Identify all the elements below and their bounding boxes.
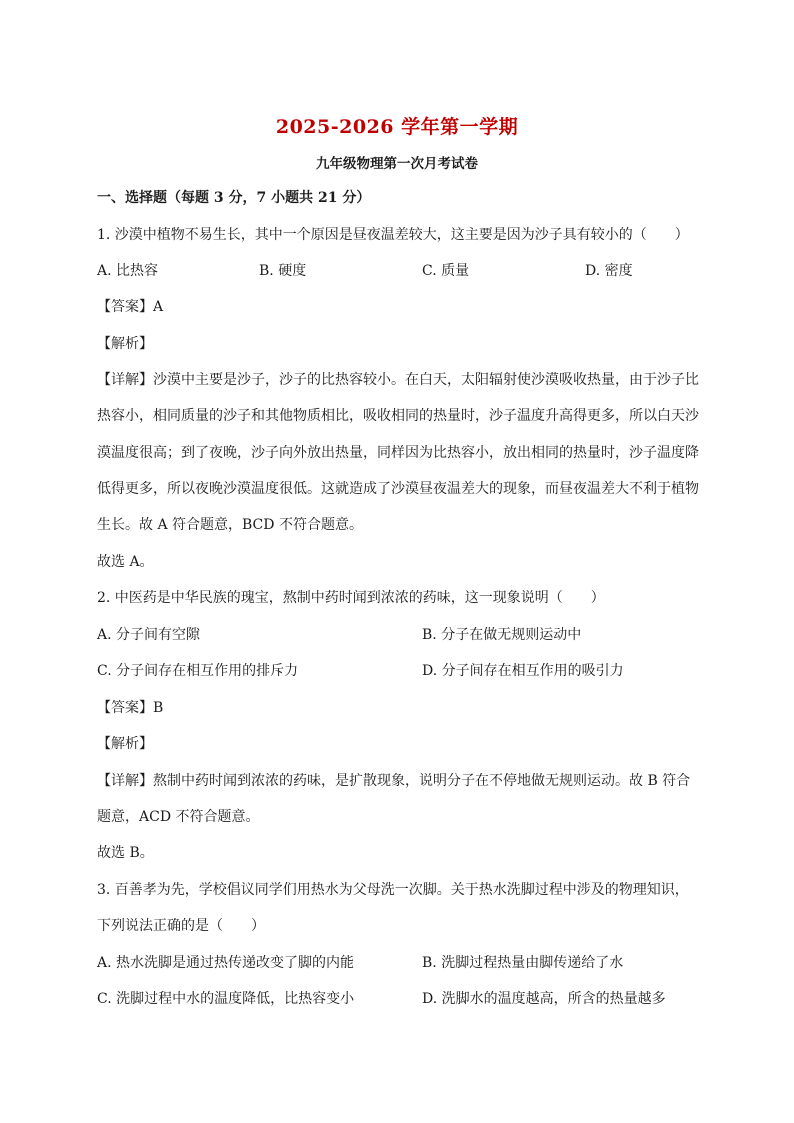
q1-detail-line: 热容小，相同质量的沙子和其他物质相比，吸收相同的热量时，沙子温度升高得更多，所以白天沙 (97, 408, 699, 424)
page-title: 2025-2026 学年第一学期 (275, 116, 519, 138)
q1-option-c: C. 质量 (422, 263, 470, 279)
q2-detail-line: 题意，ACD 不符合题意。 (97, 809, 260, 825)
q2-detail-line: 【详解】熬制中药时闻到浓浓的药味，是扩散现象，说明分子在不停地做无规则运动。故 B 符合 (97, 773, 691, 789)
q3-option-b: B. 洗脚过程热量由脚传递给了水 (422, 955, 624, 971)
q3-option-c: C. 洗脚过程中水的温度降低，比热容变小 (97, 991, 355, 1007)
q1-option-a: A. 比热容 (97, 263, 159, 279)
q3-option-a: A. 热水洗脚是通过热传递改变了脚的内能 (97, 955, 355, 971)
exam-subtitle: 九年级物理第一次月考试卷 (316, 156, 478, 172)
q1-detail-line: 低得更多，所以夜晚沙漠温度很低。这就造成了沙漠昼夜温差大的现象，而昼夜温差大不利于植物 (97, 481, 699, 497)
q1-detail-line: 生长。故 A 符合题意，BCD 不符合题意。 (97, 517, 363, 533)
question-3-stem: 3. 百善孝为先，学校倡议同学们用热水为父母洗一次脚。关于热水洗脚过程中涉及的物理知识， (97, 882, 689, 898)
q2-answer: 【答案】B (97, 700, 164, 716)
q2-conclusion: 故选 B。 (97, 845, 154, 861)
q1-detail-line: 【详解】沙漠中主要是沙子，沙子的比热容较小。在白天，太阳辐射使沙漠吸收热量，由于沙子比 (97, 372, 699, 388)
q1-option-b: B. 硬度 (259, 263, 307, 279)
q1-detail-line: 漠温度很高；到了夜晚，沙子向外放出热量，同样因为比热容小，放出相同的热量时，沙子温度降 (97, 445, 699, 461)
q3-option-d: D. 洗脚水的温度越高，所含的热量越多 (422, 991, 666, 1007)
q2-option-d: D. 分子间存在相互作用的吸引力 (422, 663, 624, 679)
q2-option-c: C. 分子间存在相互作用的排斥力 (97, 663, 299, 679)
q2-option-a: A. 分子间有空隙 (97, 627, 201, 643)
q2-analysis-label: 【解析】 (97, 736, 153, 752)
question-2-stem: 2. 中医药是中华民族的瑰宝，熬制中药时闻到浓浓的药味，这一现象说明（ ） (97, 590, 605, 606)
q1-answer: 【答案】A (97, 299, 164, 315)
q1-conclusion: 故选 A。 (97, 554, 154, 570)
section-heading: 一、选择题（每题 3 分，7 小题共 21 分） (97, 190, 371, 206)
question-1-stem: 1. 沙漠中植物不易生长，其中一个原因是昼夜温差较大，这主要是因为沙子具有较小的（ ） (97, 227, 689, 243)
q1-analysis-label: 【解析】 (97, 336, 153, 352)
question-3-stem: 下列说法正确的是（ ） (97, 918, 265, 934)
q2-option-b: B. 分子在做无规则运动中 (422, 627, 582, 643)
q1-option-d: D. 密度 (585, 263, 633, 279)
